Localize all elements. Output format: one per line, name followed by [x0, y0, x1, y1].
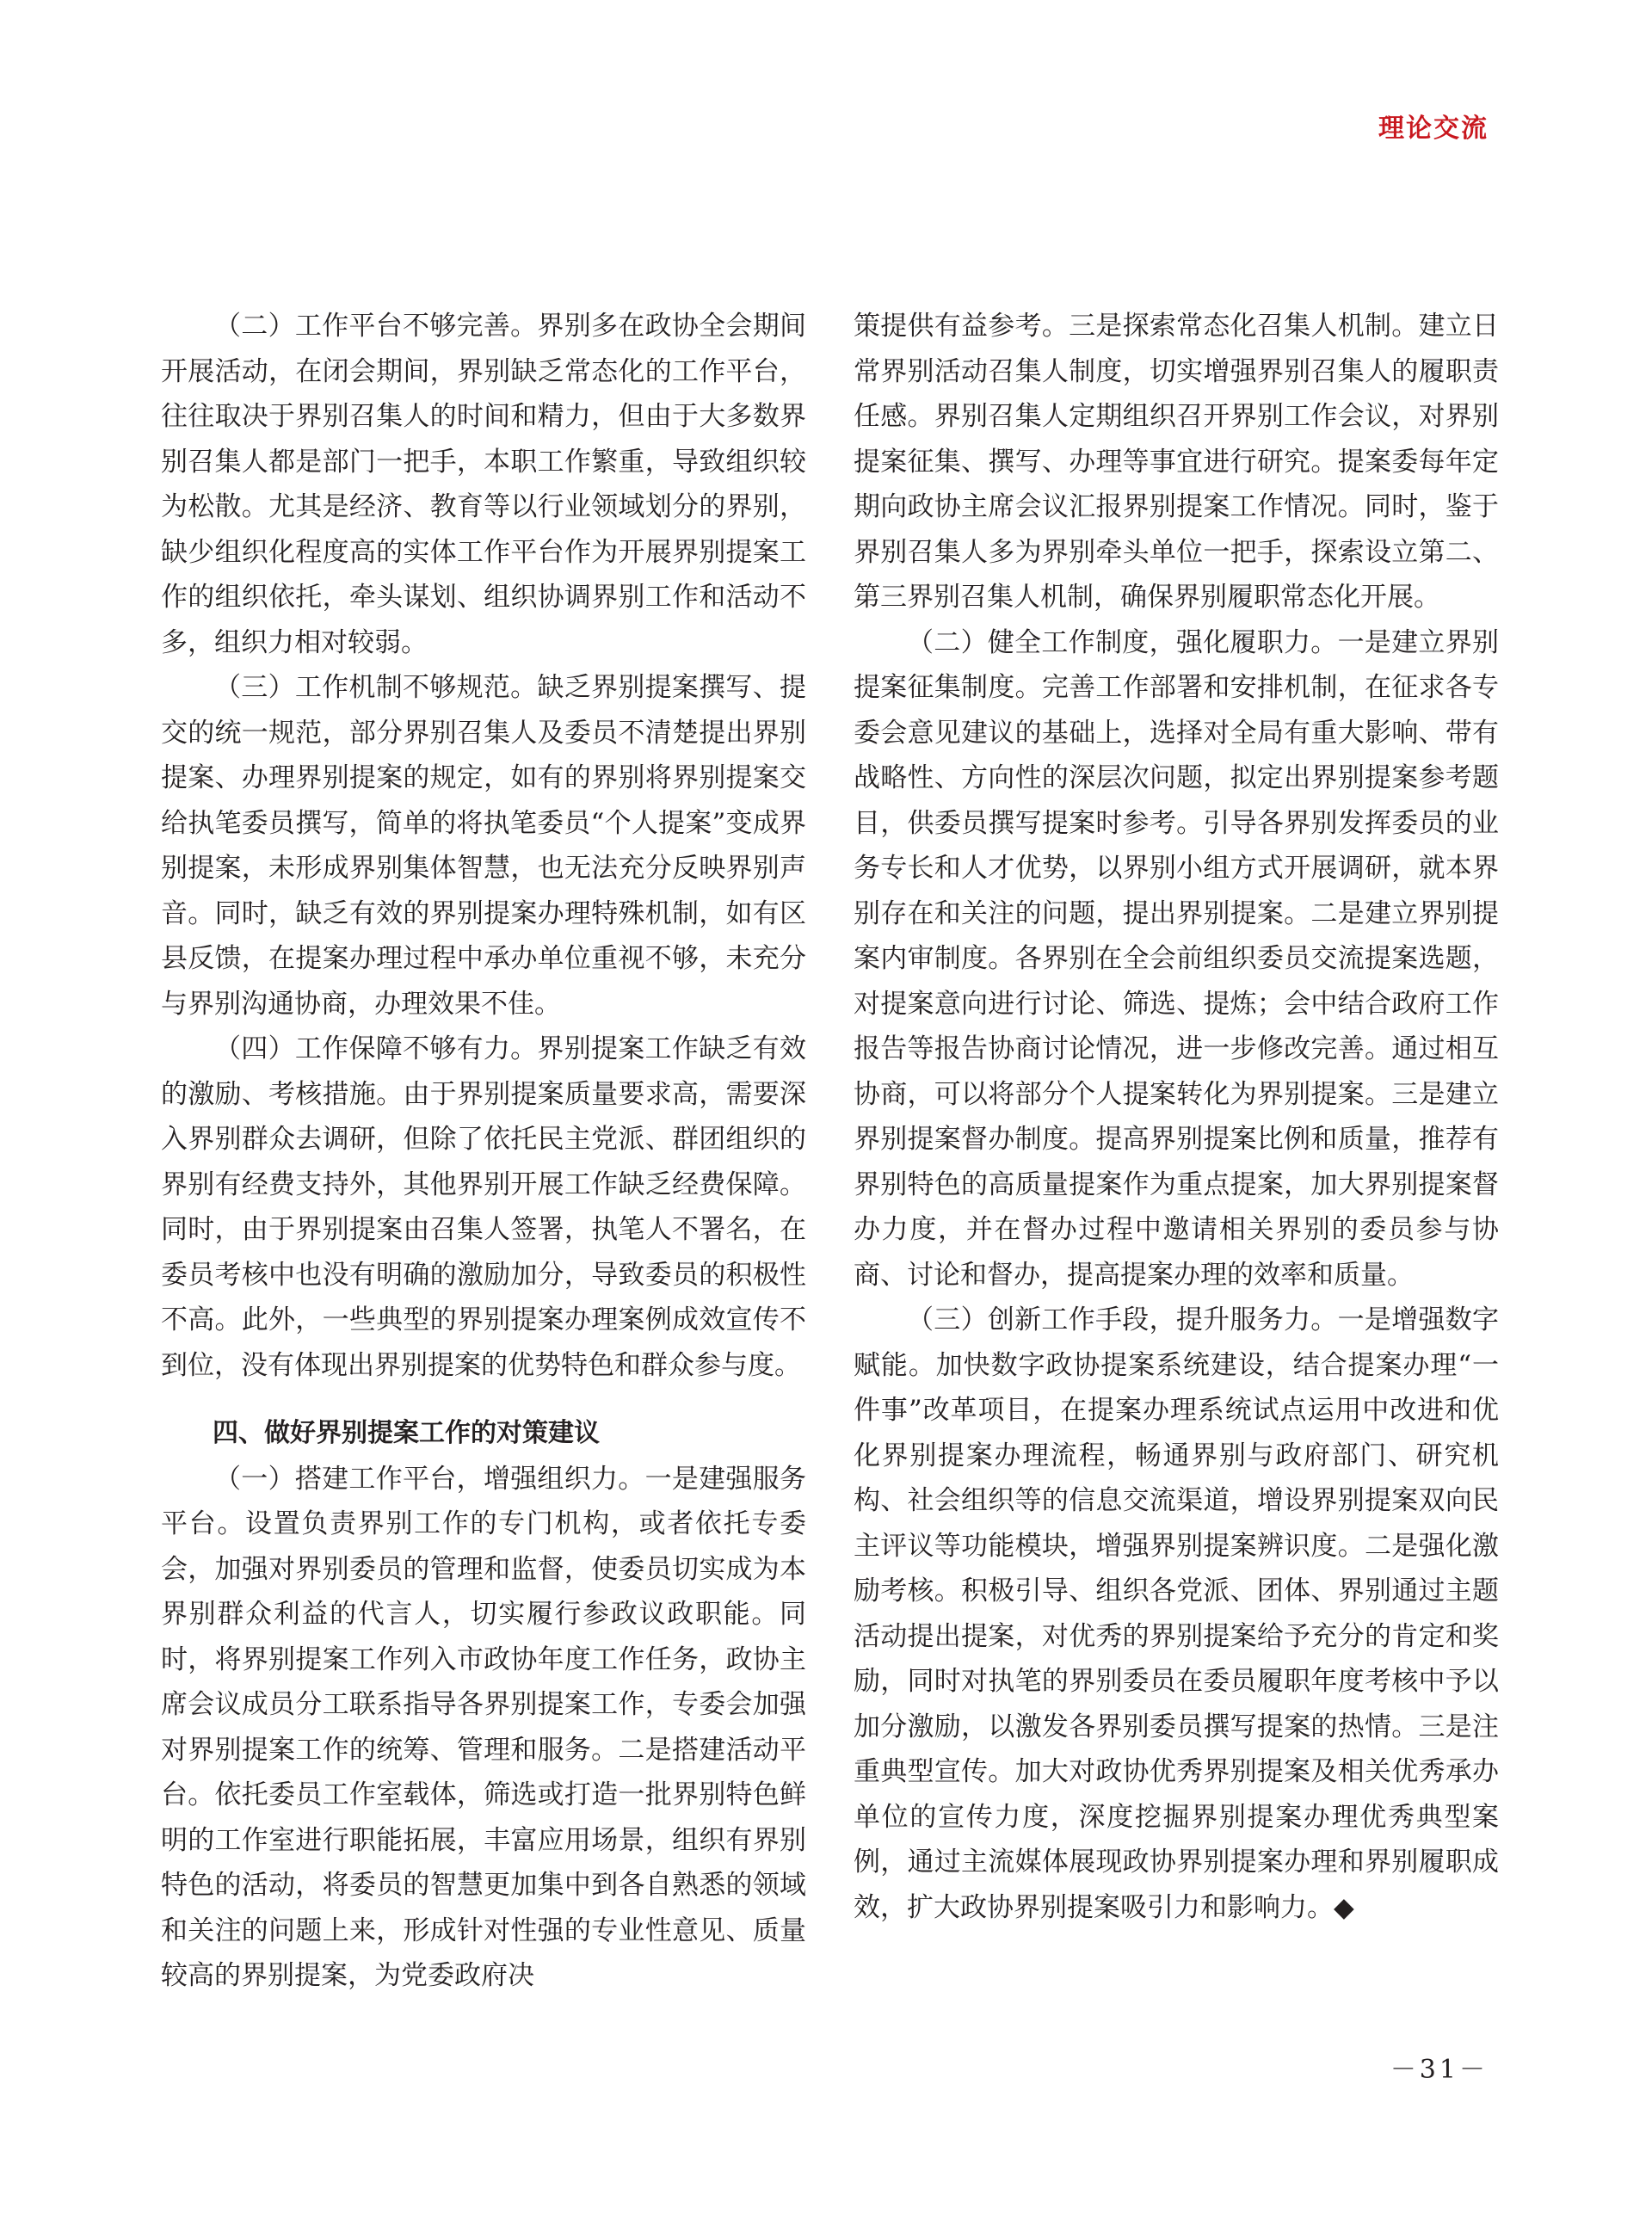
paragraph-continued: 策提供有益参考。三是探索常态化召集人机制。建立日常界别活动召集人制度，切实增强界别召集人的履职责任感。界别召集人定期组织召开界别工作会议，对界别提案征集、撰写、办理等事宜进行研究。提案委每年定期向政协主席会议汇报界别提案工作情况。同时，鉴于界别召集人多为界别牵头单位一把手，探索设立第二、第三界别召集人机制，确保界别履职常态化开展。 — [854, 311, 1499, 613]
paragraph-work-mechanism: （三）工作机制不够规范。缺乏界别提案撰写、提交的统一规范，部分界别召集人及委员不清楚提出界别提案、办理界别提案的规定，如有的界别将界别提案交给执笔委员撰写，简单的将执笔委员“个人提案”变成界别提案，未形成界别集体智慧，也无法充分反映界别声音。同时，缺乏有效的界别提案办理特殊机制，如有区县反馈，在提案办理过程中承办单位重视不够，未充分与界别沟通协商，办理效果不佳。 — [161, 672, 806, 1020]
paragraph-work-guarantee: （四）工作保障不够有力。界别提案工作缺乏有效的激励、考核措施。由于界别提案质量要求高，需要深入界别群众去调研，但除了依托民主党派、群团组织的界别有经费支持外，其他界别开展工作缺乏经费保障。同时，由于界别提案由召集人签署，执笔人不署名，在委员考核中也没有明确的激励加分，导致委员的积极性不高。此外，一些典型的界别提案办理案例成效宣传不到位，没有体现出界别提案的优势特色和群众参与度。 — [161, 1033, 806, 1381]
paragraph-improve-system: （二）健全工作制度，强化履职力。一是建立界别提案征集制度。完善工作部署和安排机制，在征求各专委会意见建议的基础上，选择对全局有重大影响、带有战略性、方向性的深层次问题，拟定出界别提案参考题目，供委员撰写提案时参考。引导各界别发挥委员的业务专长和人才优势，以界别小组方式开展调研，就本界别存在和关注的问题，提出界别提案。二是建立界别提案内审制度。各界别在全会前组织委员交流提案选题，对提案意向进行讨论、筛选、提炼；会中结合政府工作报告等报告协商讨论情况，进一步修改完善。通过相互协商，可以将部分个人提案转化为界别提案。三是建立界别提案督办制度。提高界别提案比例和质量，推荐有界别特色的高质量提案作为重点提案，加大界别提案督办力度，并在督办过程中邀请相关界别的委员参与协商、讨论和督办，提高提案办理的效率和质量。 — [854, 626, 1499, 1291]
page-number: －31－ — [1390, 2055, 1489, 2085]
section-heading: 四、做好界别提案工作的对策建议 — [213, 1418, 600, 1448]
left-column — [161, 304, 806, 1999]
section-label: 理论交流 — [1378, 114, 1489, 144]
paragraph-build-platform: （一）搭建工作平台，增强组织力。一是建强服务平台。设置负责界别工作的专门机构，或者依托专委会，加强对界别委员的管理和监督，使委员切实成为本界别群众利益的代言人，切实履行参政议政职能。同时，将界别提案工作列入市政协年度工作任务，政协主席会议成员分工联系指导各界别提案工作，专委会加强对界别提案工作的统筹、管理和服务。二是搭建活动平台。依托委员工作室载体，筛选或打造一批界别特色鲜明的工作室进行职能拓展，丰富应用场景，组织有界别特色的活动，将委员的智慧更加集中到各自熟悉的领域和关注的问题上来，形成针对性强的专业性意见、质量较高的界别提案，为党委政府决 — [161, 1463, 806, 1991]
paragraph-work-platform: （二）工作平台不够完善。界别多在政协全会期间开展活动，在闭会期间，界别缺乏常态化的工作平台，往往取决于界别召集人的时间和精力，但由于大多数界别召集人都是部门一把手，本职工作繁重，导致组织较为松散。尤其是经济、教育等以行业领域划分的界别，缺少组织化程度高的实体工作平台作为开展界别提案工作的组织依托，牵头谋划、组织协调界别工作和活动不多，组织力相对较弱。 — [161, 311, 806, 658]
paragraph-innovate-means: （三）创新工作手段，提升服务力。一是增强数字赋能。加快数字政协提案系统建设，结合提案办理“一件事”改革项目，在提案办理系统试点运用中改进和优化界别提案办理流程，畅通界别与政府部门、研究机构、社会组织等的信息交流渠道，增设界别提案双向民主评议等功能模块，增强界别提案辨识度。二是强化激励考核。积极引导、组织各党派、团体、界别通过主题活动提出提案，对优秀的界别提案给予充分的肯定和奖励，同时对执笔的界别委员在委员履职年度考核中予以加分激励，以激发各界别委员撰写提案的热情。三是注重典型宣传。加大对政协优秀界别提案及相关优秀承办单位的宣传力度，深度挖掘界别提案办理优秀典型案例，通过主流媒体展现政协界别提案办理和界别履职成效，扩大政协界别提案吸引力和影响力。◆ — [854, 1304, 1499, 1923]
right-column — [854, 304, 1499, 1930]
